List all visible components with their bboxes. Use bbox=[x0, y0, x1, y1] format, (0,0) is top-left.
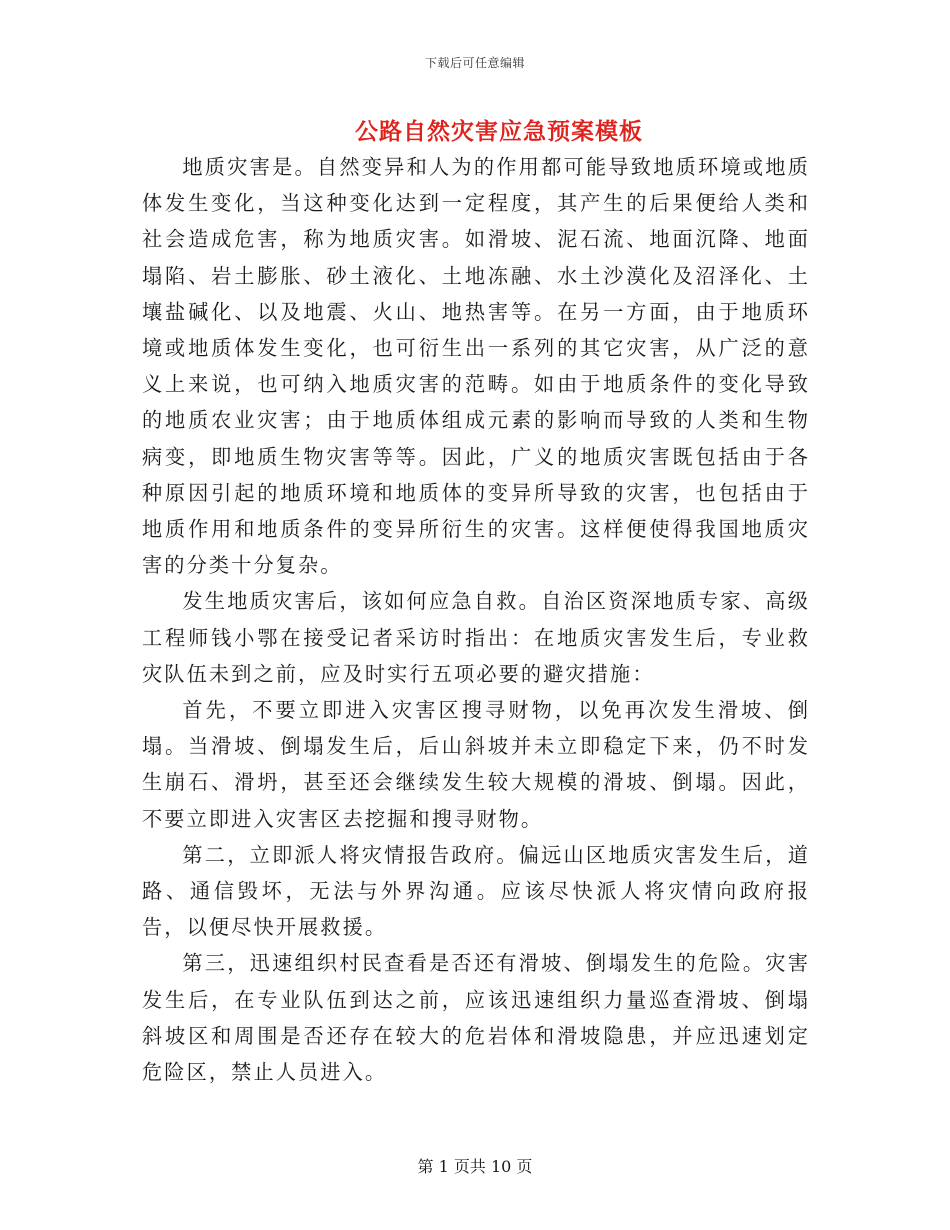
paragraph-third-measure: 第三，迅速组织村民查看是否还有滑坡、倒塌发生的危险。灾害发生后，在专业队伍到达之前，应该迅速组织力量巡查滑坡、倒塌斜坡区和周围是否还存在较大的危岩体和滑坡隐患，并应迅速划定危险区，禁止人员进入。 bbox=[142, 951, 810, 1085]
paragraph-definition: 地质灾害是。自然变异和人为的作用都可能导致地质环境或地质体发生变化，当这种变化达到一定程度，其产生的后果便给人类和社会造成危害，称为地质灾害。如滑坡、泥石流、地面沉降、地面塌陷、岩土膨胀、砂土液化、土地冻融、水土沙漠化及沼泽化、土壤盐碱化、以及地震、火山、地热害等。在另一方面，由于地质环境或地质体发生变化，也可衍生出一系列的其它灾害，从广泛的意义上来说，也可纳入地质灾害的范畴。如由于地质条件的变化导致的地质农业灾害；由于地质体组成元素的影响而导致的人类和生物病变，即地质生物灾害等等。因此，广义的地质灾害既包括由于各种原因引起的地质环境和地质体的变异所导致的灾害，也包括由于地质作用和地质条件的变异所衍生的灾害。这样便使得我国地质灾害的分类十分复杂。 bbox=[142, 155, 810, 578]
paragraph-self-rescue-intro: 发生地质灾害后，该如何应急自救。自治区资深地质专家、高级工程师钱小鄂在接受记者采访时指出：在地质灾害发生后，专业救灾队伍未到之前，应及时实行五项必要的避灾措施： bbox=[142, 589, 810, 686]
document-title: 公路自然灾害应急预案模板 bbox=[355, 119, 643, 145]
paragraph-first-measure: 首先，不要立即进入灾害区搜寻财物，以免再次发生滑坡、倒塌。当滑坡、倒塌发生后，后山斜坡并未立即稳定下来，仍不时发生崩石、滑坍，甚至还会继续发生较大规模的滑坡、倒塌。因此，不要立即进入灾害区去挖掘和搜寻财物。 bbox=[142, 698, 810, 831]
document-body bbox=[142, 149, 810, 1090]
header-note: 下载后可任意编辑 bbox=[424, 56, 525, 70]
paragraph-second-measure: 第二，立即派人将灾情报告政府。偏远山区地质灾害发生后，道路、通信毁坏，无法与外界沟通。应该尽快派人将灾情向政府报告，以便尽快开展救援。 bbox=[142, 842, 810, 940]
page-number-footer: 第 1 页共 10 页 bbox=[417, 1157, 533, 1176]
